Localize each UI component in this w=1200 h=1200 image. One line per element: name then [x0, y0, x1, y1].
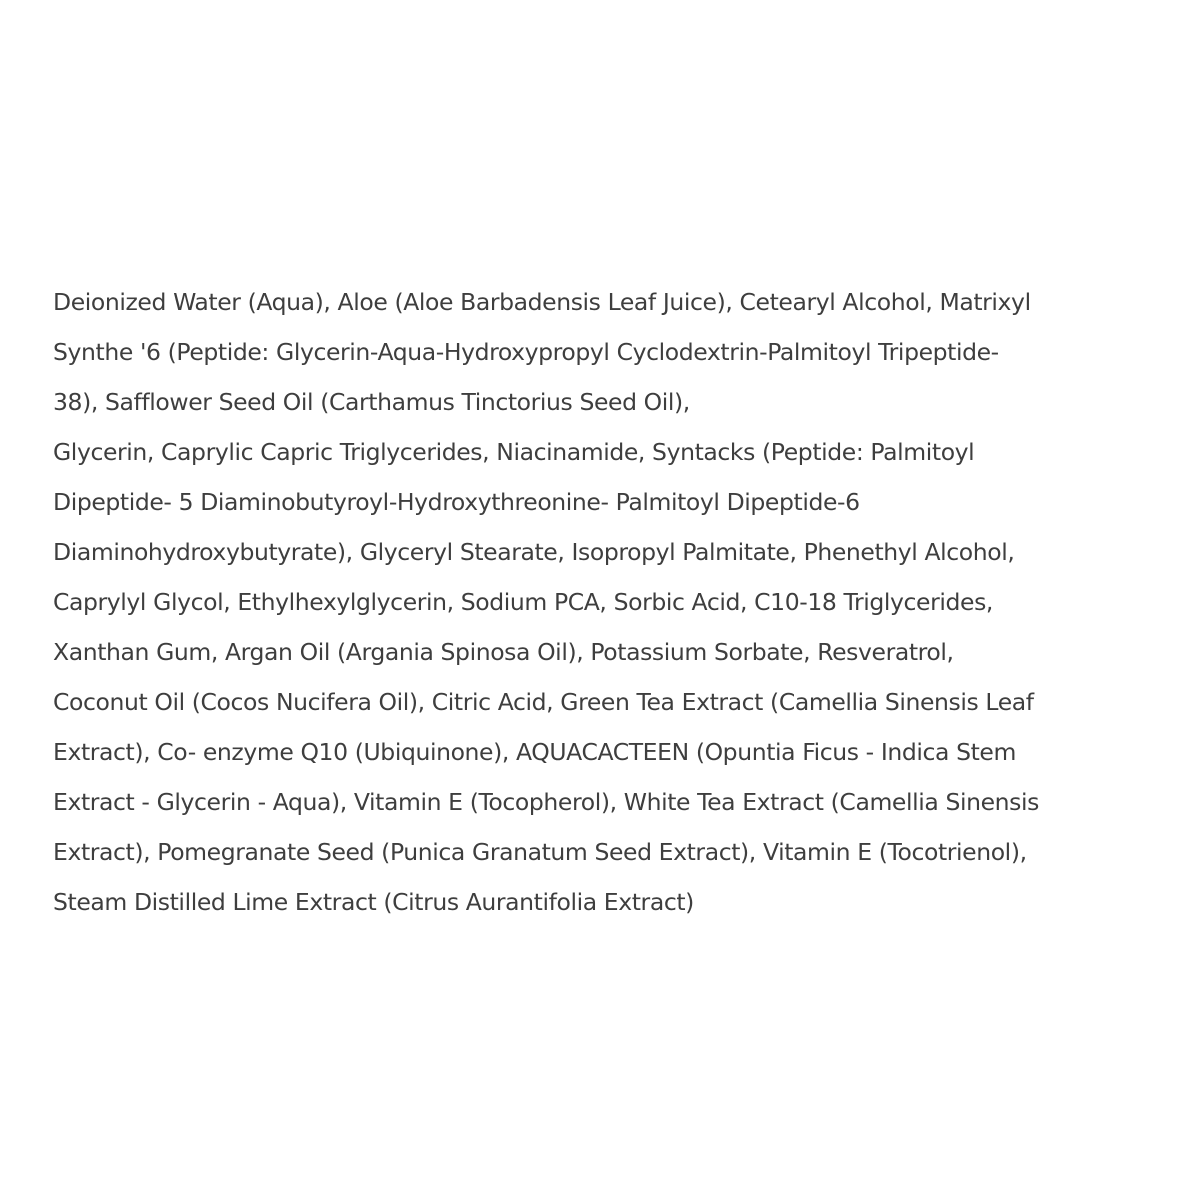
ingredients-line: Caprylyl Glycol, Ethylhexylglycerin, Sodium PCA, Sorbic Acid, C10-18 Triglycerides,	[53, 588, 993, 616]
ingredients-line: Diaminohydroxybutyrate), Glyceryl Stearate, Isopropyl Palmitate, Phenethyl Alcohol,	[53, 538, 1015, 566]
ingredients-line: Synthe '6 (Peptide: Glycerin-Aqua-Hydroxypropyl Cyclodextrin-Palmitoyl Tripeptide-	[53, 338, 999, 366]
ingredients-line: Deionized Water (Aqua), Aloe (Aloe Barbadensis Leaf Juice), Cetearyl Alcohol, Matrixyl	[53, 288, 1031, 316]
ingredients-line: Glycerin, Caprylic Capric Triglycerides, Niacinamide, Syntacks (Peptide: Palmitoyl	[53, 438, 975, 466]
ingredients-text-block	[53, 282, 1173, 932]
ingredients-line: Extract), Co- enzyme Q10 (Ubiquinone), AQUACACTEEN (Opuntia Ficus - Indica Stem	[53, 738, 1016, 766]
ingredients-line: Extract - Glycerin - Aqua), Vitamin E (Tocopherol), White Tea Extract (Camellia Sinensis	[53, 788, 1039, 816]
ingredients-line: Steam Distilled Lime Extract (Citrus Aurantifolia Extract)	[53, 888, 694, 916]
ingredients-line: Extract), Pomegranate Seed (Punica Granatum Seed Extract), Vitamin E (Tocotrienol),	[53, 838, 1027, 866]
ingredients-line: 38), Safflower Seed Oil (Carthamus Tinctorius Seed Oil),	[53, 388, 690, 416]
ingredients-line: Coconut Oil (Cocos Nucifera Oil), Citric Acid, Green Tea Extract (Camellia Sinensis Leaf	[53, 688, 1034, 716]
ingredients-line: Xanthan Gum, Argan Oil (Argania Spinosa Oil), Potassium Sorbate, Resveratrol,	[53, 638, 954, 666]
ingredients-line: Dipeptide- 5 Diaminobutyroyl-Hydroxythreonine- Palmitoyl Dipeptide-6	[53, 488, 860, 516]
